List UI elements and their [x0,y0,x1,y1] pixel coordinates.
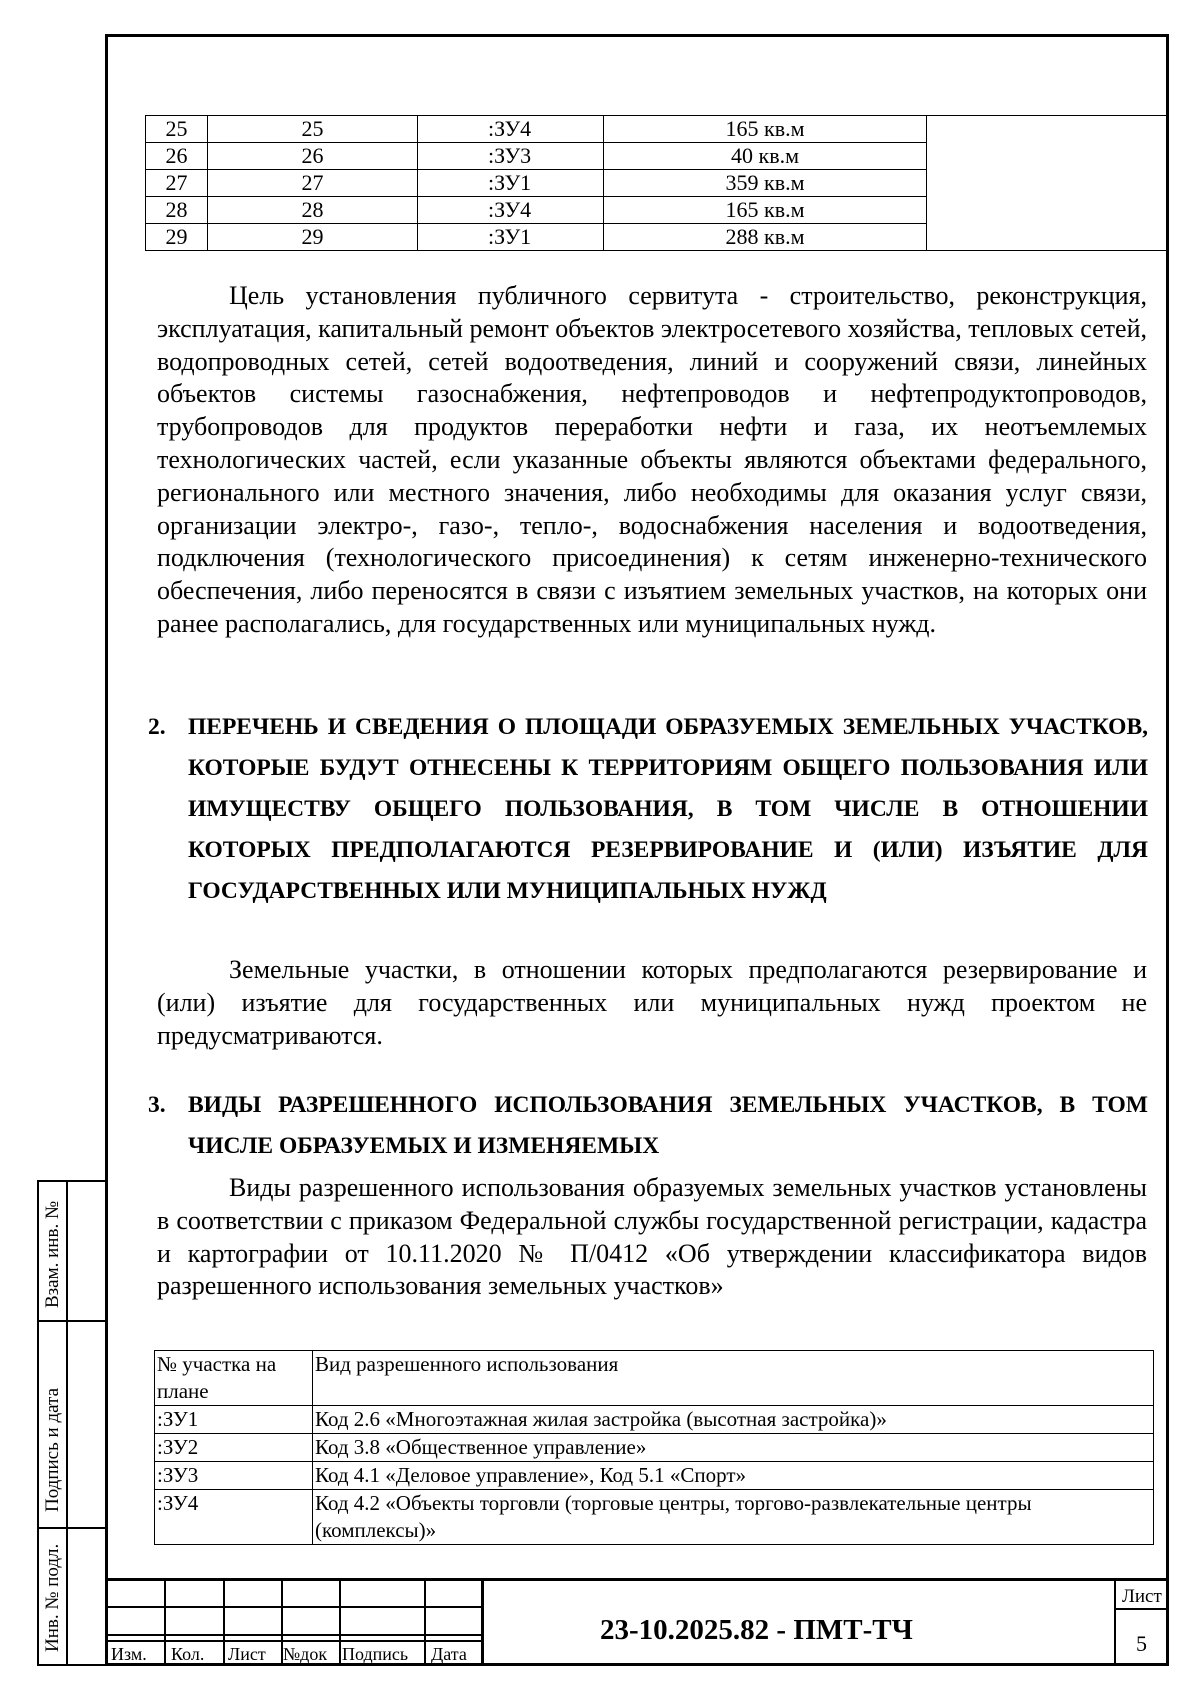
row-number-cell: 28 [146,197,208,224]
tb-label-podpis: Подпись [342,1644,409,1664]
document-code: 23-10.2025.82 - ПМТ-ТЧ [600,1614,913,1646]
row-number-cell: 27 [146,170,208,197]
plot-id-cell: :ЗУ1 [418,170,604,197]
row-number-cell: 25 [146,116,208,143]
header-usage: Вид разрешенного использования [313,1351,1154,1406]
plot-id-cell: :ЗУ1 [418,224,604,251]
header-plot: № участка на плане [155,1351,313,1406]
side-label-podpis: Подпись и дата [42,1387,63,1512]
usage-table-row [155,1406,1154,1434]
side-label-vzam: Взам. инв. № [42,1200,63,1308]
usage-table-row [155,1434,1154,1462]
tb-label-data: Дата [431,1644,467,1664]
tb-label-kol: Кол. [171,1644,205,1664]
section-2-text: Земельные участки, в отношении которых предполагаются резервирование и (или) изъятие для государственных или муниципальных нужд проектом не предусматриваются. [157,955,1147,1050]
plot-id-cell: :ЗУ4 [418,197,604,224]
sheet-number: 5 [1136,1631,1147,1656]
point-number-cell: 27 [208,170,418,197]
area-cell: 40 кв.м [604,143,927,170]
usage-description-cell: Код 2.6 «Многоэтажная жилая застройка (высотная застройка)» [313,1406,1154,1434]
usage-description-cell: Код 3.8 «Общественное управление» [313,1434,1154,1462]
usage-table-row [155,1490,1154,1545]
usage-table-row [155,1462,1154,1490]
section-3-number: 3. [148,1092,166,1118]
section-2-title: ПЕРЕЧЕНЬ И СВЕДЕНИЯ О ПЛОЩАДИ ОБРАЗУЕМЫХ ЗЕМЕЛЬНЫХ УЧАСТКОВ, КОТОРЫЕ БУДУТ ОТНЕСЕНЫ К ТЕРРИТОРИЯМ ОБЩЕГО ПОЛЬЗОВАНИЯ ИЛИ ИМУЩЕСТВУ ОБЩЕГО ПОЛЬЗОВАНИЯ, В ТОМ ЧИСЛЕ В ОТНОШЕНИИ КОТОРЫХ ПРЕДПОЛАГАЮТСЯ РЕЗЕРВИРОВАНИЕ И (ИЛИ) ИЗЪЯТИЕ ДЛЯ ГОСУДАРСТВЕННЫХ ИЛИ МУНИЦИПАЛЬНЫХ НУЖД [188,714,1148,904]
tb-label-list: Лист [228,1644,266,1664]
point-number-cell: 28 [208,197,418,224]
area-cell: 359 кв.м [604,170,927,197]
section-2-number: 2. [148,714,166,740]
tb-label-ndok: №док [283,1644,328,1664]
row-number-cell: 26 [146,143,208,170]
area-cell: 288 кв.м [604,224,927,251]
tb-label-izm: Изм. [111,1644,147,1664]
section-3-heading [148,1085,1148,1167]
section-2-heading [148,707,1148,912]
section-3-title: ВИДЫ РАЗРЕШЕННОГО ИСПОЛЬЗОВАНИЯ ЗЕМЕЛЬНЫХ УЧАСТКОВ, В ТОМ ЧИСЛЕ ОБРАЗУЕМЫХ И ИЗМЕНЯЕМЫХ [188,1092,1148,1159]
plot-id-cell: :ЗУ4 [418,116,604,143]
area-cell: 165 кв.м [604,197,927,224]
plot-id-cell: :ЗУ3 [418,143,604,170]
usage-plot-cell: :ЗУ1 [155,1406,313,1434]
usage-plot-cell: :ЗУ3 [155,1462,313,1490]
area-cell: 165 кв.м [604,116,927,143]
side-label-inv: Инв. № подл. [42,1543,63,1652]
usage-description-cell: Код 4.1 «Деловое управление», Код 5.1 «Спорт» [313,1462,1154,1490]
merged-empty-cell [927,116,1167,251]
usage-plot-cell: :ЗУ2 [155,1434,313,1462]
usage-description-cell: Код 4.2 «Объекты торговли (торговые центры, торгово-развлекательные центры (комплексы)» [313,1490,1154,1545]
usage-plot-cell: :ЗУ4 [155,1490,313,1545]
section-3-text: Виды разрешенного использования образуемых земельных участков установлены в соответствии с приказом Федеральной службы государственной регистрации, кадастра и картографии от 10.11.2020 № П/0412 «Об утверждении классификатора видов разрешенного использования земельных участков» [157,1173,1147,1301]
usage-table [154,1350,1154,1545]
row-number-cell: 29 [146,224,208,251]
sheet-label: Лист [1122,1586,1162,1607]
plots-area-table [145,115,1167,251]
point-number-cell: 29 [208,224,418,251]
plots-table-row [146,116,1167,143]
point-number-cell: 25 [208,116,418,143]
usage-table-header [155,1351,1154,1406]
servitude-purpose-paragraph: Цель установления публичного сервитута - строительство, реконструкция, эксплуатация, капитальный ремонт объектов электросетевого хозяйства, тепловых сетей, водопроводных сетей, сетей водоотведения, линий и сооружений связи, линейных объектов системы газоснабжения, нефтепроводов и нефтепродуктопроводов, трубопроводов для продуктов переработки нефти и газа, их неотъемлемых технологических частей, если указанные объекты являются объектами федерального, регионального или местного значения, либо необходимы для оказания услуг связи, организации электро-, газо-, тепло-, водоснабжения населения и водоотведения, подключения (технологического присоединения) к сетям инженерно-технического обеспечения, либо переносятся в связи с изъятием земельных участков, на которых они ранее располагались, для государственных или муниципальных нужд. [157,281,1147,638]
point-number-cell: 26 [208,143,418,170]
